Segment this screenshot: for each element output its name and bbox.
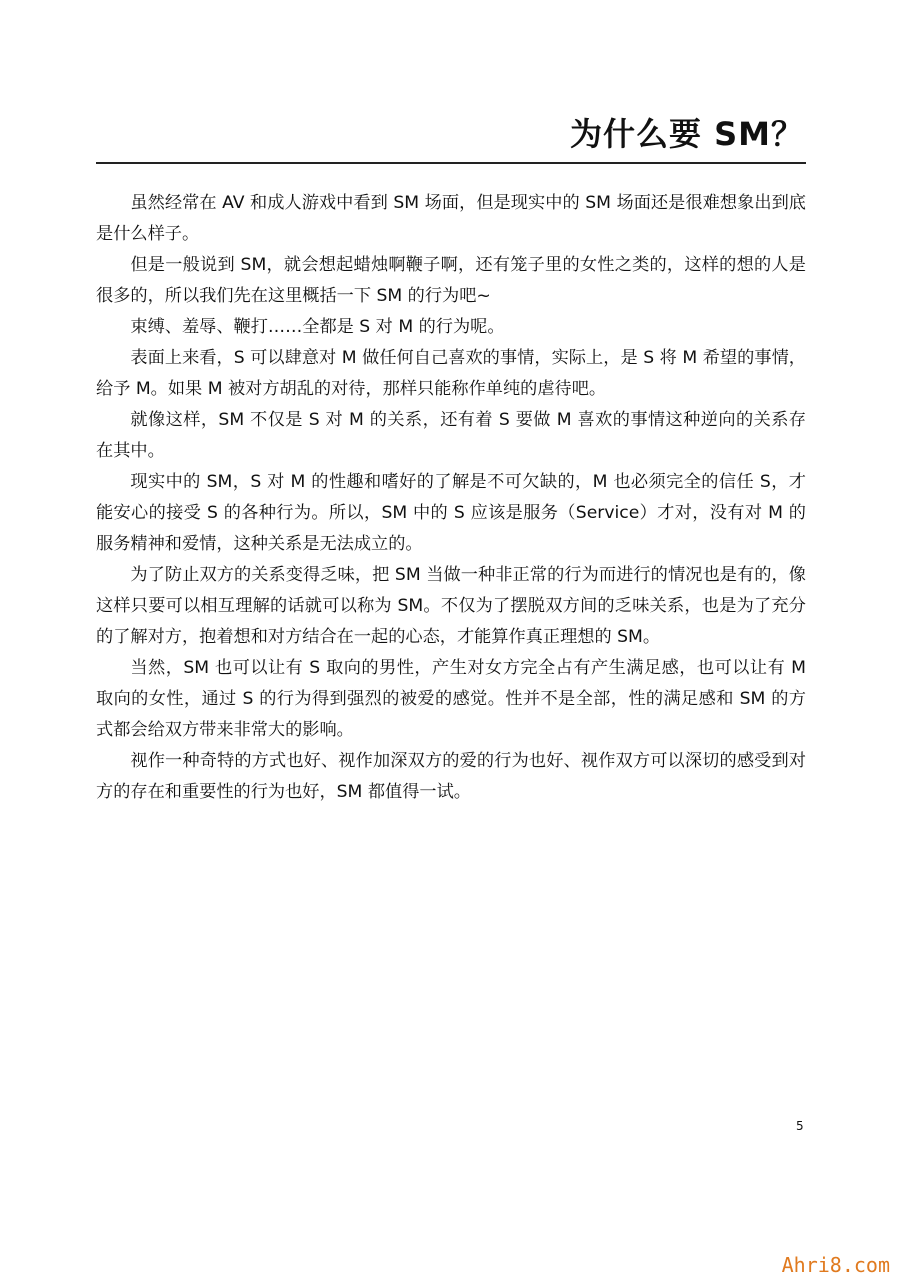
paragraph-8: 当然，SM 也可以让有 S 取向的男性，产生对女方完全占有产生满足感，也可以让有 M 取向的女性，通过 S 的行为得到强烈的被爱的感觉。性并不是全部，性的满足感和 SM 的方式都会给双方带来非常大的影响。: [96, 658, 806, 740]
paragraph-9: 视作一种奇特的方式也好、视作加深双方的爱的行为也好、视作双方可以深切的感受到对方的存在和重要性的行为也好，SM 都值得一试。: [96, 751, 806, 802]
page-title: 为什么要 SM？: [569, 115, 804, 153]
paragraph-1: 虽然经常在 AV 和成人游戏中看到 SM 场面，但是现实中的 SM 场面还是很难想象出到底是什么样子。: [96, 193, 806, 244]
paragraph-6: 现实中的 SM，S 对 M 的性趣和嗜好的了解是不可欠缺的，M 也必须完全的信任 S，才能安心的接受 S 的各种行为。所以，SM 中的 S 应该是服务（Service）才对，没有对 M 的服务精神和爱情，这种关系是无法成立的。: [96, 472, 806, 554]
page-number: 5: [796, 1119, 804, 1133]
paragraph-5: 就像这样，SM 不仅是 S 对 M 的关系，还有着 S 要做 M 喜欢的事情这种逆向的关系存在其中。: [96, 410, 806, 461]
paragraph-7: 为了防止双方的关系变得乏味，把 SM 当做一种非正常的行为而进行的情况也是有的，像这样只要可以相互理解的话就可以称为 SM。不仅为了摆脱双方间的乏味关系，也是为了充分的了解对方，抱着想和对方结合在一起的心态，才能算作真正理想的 SM。: [96, 565, 806, 647]
watermark: Ahri8.com: [781, 1253, 890, 1277]
paragraph-4: 表面上来看，S 可以肆意对 M 做任何自己喜欢的事情，实际上，是 S 将 M 希望的事情，给予 M。如果 M 被对方胡乱的对待，那样只能称作单纯的虐待吧。: [96, 348, 806, 399]
paragraph-2: 但是一般说到 SM，就会想起蜡烛啊鞭子啊，还有笼子里的女性之类的，这样的想的人是很多的，所以我们先在这里概括一下 SM 的行为吧~: [96, 255, 806, 306]
title-divider: [96, 162, 806, 164]
paragraph-3: 束缚、羞辱、鞭打……全都是 S 对 M 的行为呢。: [130, 317, 505, 337]
body-text: [96, 188, 806, 808]
